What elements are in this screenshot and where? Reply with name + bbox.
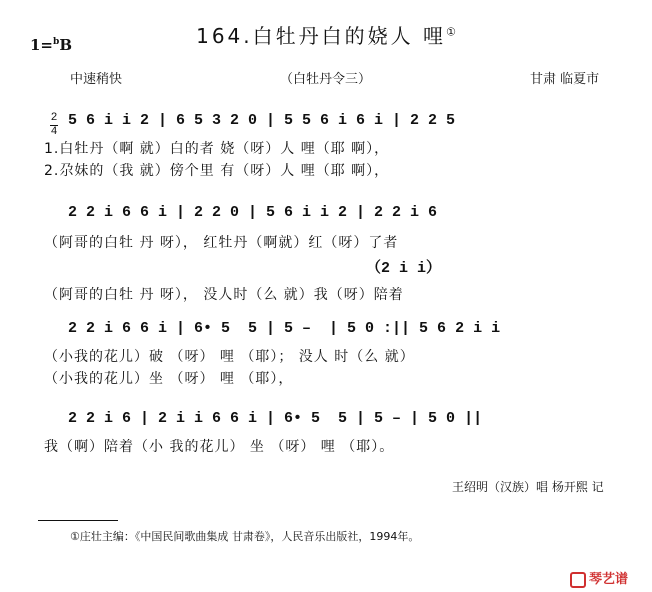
lyric-line-1b: 2.尕妹的（我 就）傍个里 有（呀）人 哩（耶 啊）， [44,163,390,179]
footnote: ①庄壮主编：《中国民间歌曲集成 甘肃卷》，人民音乐出版社，1994年。 [70,530,420,543]
notes-line-3: 2 2 i 6 6 i | 6• 5 5 | 5 – | 5 0 :|| 5 6 2 i i [68,320,501,337]
logo-text: 琴艺谱 [589,572,629,587]
time-bottom: 4 [50,126,58,138]
notes-line-2: 2 2 i 6 6 i | 2 2 0 | 5 6 i i 2 | 2 2 i 6 [68,204,438,221]
footnote-rule [38,520,118,521]
key-signature [30,36,72,54]
logo-icon [570,572,586,588]
time-top: 2 [50,112,58,124]
lyric-line-2b: （阿哥的白牡 丹 呀）， 没人时（么 就）我（呀）陪着 [44,287,404,303]
performer-credit: 王绍明（汉族）唱 杨开熙 记 [452,480,604,494]
song-title-text: 164.白牡丹白的娆人 哩 [196,24,446,48]
notes-line-1: 5 6 i i 2 | 6 5 3 2 0 | 5 5 6 i 6 i | 2 2 5 [68,112,456,129]
key-note: B [59,36,72,54]
flat-sign: b [53,37,60,47]
alt-notes: （2 i i） [366,260,442,277]
notes-line-4: 2 2 i 6 | 2 i i 6 6 i | 6• 5 5 | 5 – | 5 0 || [68,410,483,427]
tempo-marking: 中速稍快 [70,72,123,87]
lyric-line-3b: （小我的花儿）坐 （呀） 哩 （耶）， [44,371,294,387]
lyric-line-4: 我（啊）陪着（小 我的花儿） 坐 （呀） 哩 （耶）。 [44,439,395,455]
song-title [0,20,652,49]
region-label: 甘肃 临夏市 [530,72,600,87]
site-logo [570,568,628,588]
time-signature [50,113,58,138]
subtitle: （白牡丹令三） [280,72,372,87]
lyric-line-2a: （阿哥的白牡 丹 呀）， 红牡丹（啊就）红（呀）了者 [44,235,399,251]
title-footnote-mark: ① [446,25,456,39]
key-label: 1= [30,36,54,54]
lyric-line-1a: 1.白牡丹（啊 就）白的者 娆（呀）人 哩（耶 啊）， [44,141,390,157]
lyric-line-3a: （小我的花儿）破 （呀） 哩 （耶）； 没人 时（么 就） [44,349,415,365]
